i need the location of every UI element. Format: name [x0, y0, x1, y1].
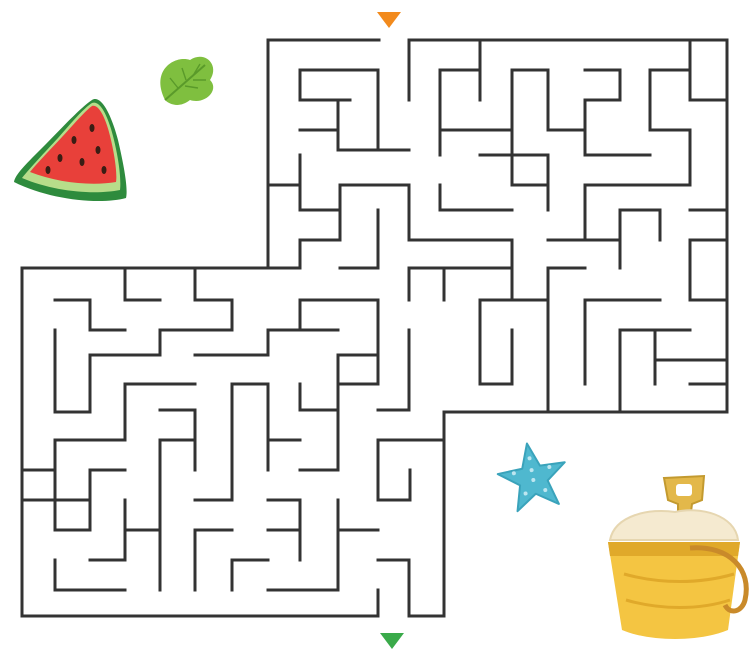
green-leaf-icon	[160, 57, 213, 105]
starfish-icon	[493, 438, 571, 514]
sand-bucket-icon	[608, 476, 746, 639]
entrance-arrow-icon	[377, 12, 401, 28]
watermelon-slice-icon	[14, 99, 127, 201]
exit-arrow-icon	[380, 633, 404, 649]
